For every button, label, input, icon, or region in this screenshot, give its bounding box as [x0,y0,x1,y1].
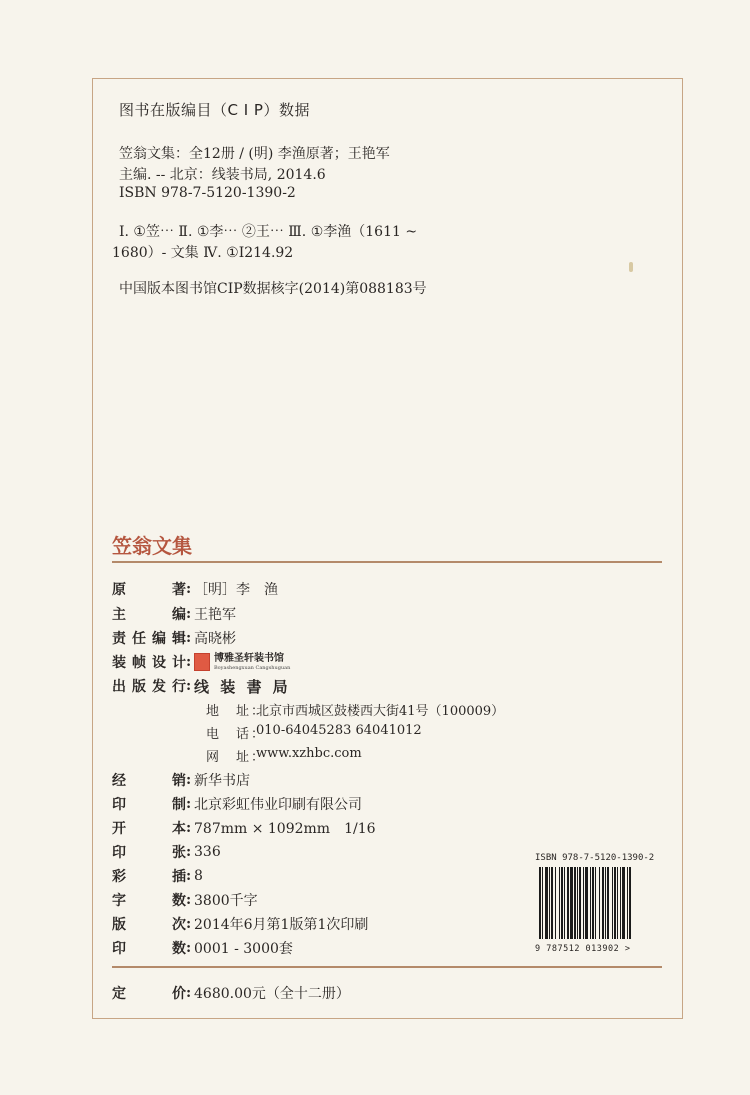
edition-label: 版次 [112,917,186,933]
website-line [206,746,362,765]
row-author: 原著 : ［明］李 渔 [112,581,278,598]
author-label: 原著 [112,582,186,598]
editor-value: 王艳军 [194,607,236,623]
phone-value: 010-64045283 64041012 [256,723,422,738]
row-design: 装帧设计 : 博雅圣轩装书馆 Boyashengxuan Cangshuguan [112,652,291,671]
address-label: 地 址： [206,704,267,719]
publisher-value: 线 装 書 局 [194,677,291,696]
author-value: ［明］李 渔 [194,582,278,598]
price-label: 定价 [112,986,186,1002]
cip-line-6: 中国版本图书馆CIP数据核字(2014)第088183号 [119,281,427,297]
price-value: 4680.00元（全十二册） [194,986,350,1002]
sheets-value: 336 [194,844,221,860]
book-title: 笠翁文集 [112,534,192,558]
edition-value: 2014年6月第1版第1次印刷 [194,917,369,933]
publisher-label: 出版发行 [112,679,186,695]
barcode-block [535,853,681,954]
website-value: www.xzhbc.com [256,746,362,761]
cip-line-5: 1680）- 文集 Ⅳ. ①I214.92 [112,245,294,261]
paper-blemish [629,262,633,272]
isbn-barcode-label: ISBN 978-7-5120-1390-2 [535,853,655,863]
cip-heading: 图书在版编目（C I P）数据 [119,101,310,119]
distributor-value: 新华书店 [194,773,250,789]
studio-name-en: Boyashengxuan Cangshuguan [214,664,291,671]
words-label: 字数 [112,893,186,909]
studio-name-cn: 博雅圣轩装书馆 [214,652,284,664]
row-distributor: 经销 : 新华书店 [112,772,250,789]
cip-line-4: Ⅰ. ①笠⋯ Ⅱ. ①李⋯ ②王⋯ Ⅲ. ①李渔（1611 ~ [119,224,418,240]
address-line [206,700,504,719]
address-value: 北京市西城区鼓楼西大街41号（100009） [256,704,505,719]
printer-value: 北京彩虹伟业印刷有限公司 [194,797,362,813]
plates-value: 8 [194,868,203,884]
row-sheets: 印张 : 336 [112,844,221,861]
row-format: 开本 : 787mm × 1092mm 1/16 [112,820,376,837]
phone-line [206,723,422,742]
row-responsible-editor: 责任编辑 : 高晓彬 [112,630,236,647]
format-value: 787mm × 1092mm 1/16 [194,821,376,837]
row-words: 字数 : 3800千字 [112,892,258,909]
design-studio-logo [192,653,290,671]
words-value: 3800千字 [194,893,258,909]
editor-label: 主编 [112,607,186,623]
sheets-label: 印张 [112,845,186,861]
barcode-icon [535,867,681,939]
red-seal-icon [194,653,210,671]
printer-label: 印制 [112,797,186,813]
plates-label: 彩插 [112,869,186,885]
row-price: 定价 : 4680.00元（全十二册） [112,985,350,1002]
row-editor: 主编 : 王艳军 [112,606,236,623]
format-label: 开本 [112,821,186,837]
cip-line-1: 笠翁文集：全12册 / (明) 李渔原著；王艳军 [119,146,390,162]
cip-line-2: 主编. -- 北京：线装书局, 2014.6 [119,167,326,183]
website-label: 网 址： [206,750,267,765]
print-run-label: 印数 [112,941,186,957]
design-label: 装帧设计 [112,655,186,671]
title-rule [112,561,662,563]
row-edition: 版次 : 2014年6月第1版第1次印刷 [112,916,369,933]
distributor-label: 经销 [112,773,186,789]
price-rule [112,966,662,968]
cip-line-3: ISBN 978-7-5120-1390-2 [119,185,296,201]
row-printer: 印制 : 北京彩虹伟业印刷有限公司 [112,796,362,813]
print-run-value: 0001 - 3000套 [194,941,293,957]
resp-editor-label: 责任编辑 [112,631,186,647]
phone-label: 电 话： [206,727,267,742]
row-plates: 彩插 : 8 [112,868,203,885]
resp-editor-value: 高晓彬 [194,631,236,647]
row-publisher: 出版发行 : 线 装 書 局 [112,677,291,696]
ean-digits: 9 787512 013902 > [535,944,631,954]
row-print-run: 印数 : 0001 - 3000套 [112,940,293,957]
